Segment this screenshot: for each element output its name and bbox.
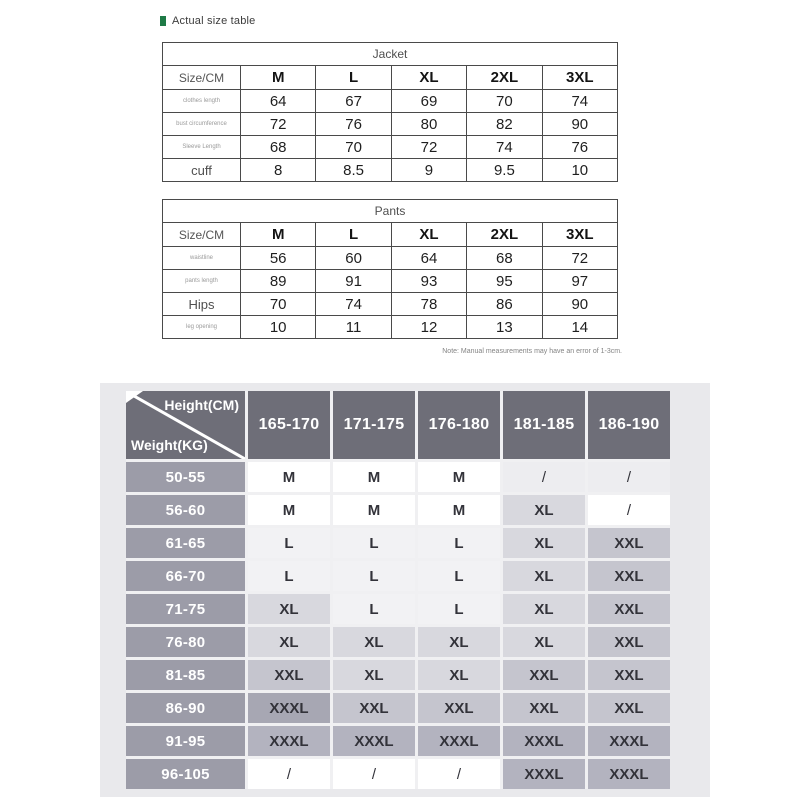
height-column-header: 171-175 bbox=[333, 391, 415, 459]
size-recommendation-cell: L bbox=[248, 528, 330, 558]
size-recommendation-cell: XXXL bbox=[588, 726, 670, 756]
jacket-table-size-header: L bbox=[316, 66, 391, 90]
size-recommendation-cell: XXL bbox=[503, 693, 585, 723]
jacket-table-row bbox=[163, 159, 618, 182]
size-recommendation-cell: L bbox=[333, 561, 415, 591]
jacket-table-value: 76 bbox=[316, 113, 391, 136]
size-recommendation-cell: XL bbox=[503, 627, 585, 657]
jacket-table-value: 74 bbox=[542, 90, 617, 113]
jacket-table-row-label: cuff bbox=[163, 159, 241, 182]
weight-row-header: 61-65 bbox=[126, 528, 245, 558]
size-recommendation-cell: XXL bbox=[588, 693, 670, 723]
weight-row-header: 76-80 bbox=[126, 627, 245, 657]
size-recommendation-cell: L bbox=[248, 561, 330, 591]
pants-table-row bbox=[163, 316, 618, 339]
size-recommendation-cell: XXL bbox=[588, 528, 670, 558]
size-recommendation-cell: / bbox=[418, 759, 500, 789]
pants-table-value: 91 bbox=[316, 270, 391, 293]
pants-table-value: 68 bbox=[467, 247, 542, 270]
size-recommendation-cell: / bbox=[588, 462, 670, 492]
pants-table-size-header: 2XL bbox=[467, 223, 542, 247]
green-bullet-icon bbox=[160, 16, 166, 26]
jacket-table-size-header: 3XL bbox=[542, 66, 617, 90]
size-recommendation-cell: L bbox=[418, 561, 500, 591]
height-column-header: 176-180 bbox=[418, 391, 500, 459]
pants-table-value: 72 bbox=[542, 247, 617, 270]
size-recommendation-cell: M bbox=[333, 495, 415, 525]
size-recommendation-cell: XL bbox=[503, 528, 585, 558]
size-recommendation-cell: XXL bbox=[333, 693, 415, 723]
weight-row-header: 50-55 bbox=[126, 462, 245, 492]
size-recommendation-cell: XXXL bbox=[418, 726, 500, 756]
size-recommendation-cell: XL bbox=[248, 594, 330, 624]
jacket-table-value: 8 bbox=[241, 159, 316, 182]
size-recommendation-matrix bbox=[126, 391, 670, 789]
jacket-table-value: 82 bbox=[467, 113, 542, 136]
jacket-table-value: 70 bbox=[316, 136, 391, 159]
size-recommendation-cell: XL bbox=[418, 660, 500, 690]
size-recommendation-cell: XXXL bbox=[248, 726, 330, 756]
pants-table-row bbox=[163, 270, 618, 293]
section-header bbox=[160, 15, 256, 27]
jacket-table-size-header: M bbox=[241, 66, 316, 90]
pants-table-row-label: pants length bbox=[163, 270, 241, 293]
pants-table-row-label: Hips bbox=[163, 293, 241, 316]
size-recommendation-cell: M bbox=[333, 462, 415, 492]
weight-row-header: 91-95 bbox=[126, 726, 245, 756]
pants-table-value: 74 bbox=[316, 293, 391, 316]
recommendation-panel bbox=[100, 383, 710, 797]
size-recommendation-cell: L bbox=[418, 528, 500, 558]
height-column-header: 165-170 bbox=[248, 391, 330, 459]
jacket-table-size-header: 2XL bbox=[467, 66, 542, 90]
jacket-table-value: 9 bbox=[391, 159, 466, 182]
section-title: Actual size table bbox=[172, 15, 256, 27]
pants-table-value: 13 bbox=[467, 316, 542, 339]
size-recommendation-cell: / bbox=[503, 462, 585, 492]
size-recommendation-cell: L bbox=[418, 594, 500, 624]
pants-table-row bbox=[163, 293, 618, 316]
pants-table-row bbox=[163, 247, 618, 270]
size-recommendation-cell: M bbox=[418, 462, 500, 492]
jacket-table-value: 74 bbox=[467, 136, 542, 159]
corner-weight-label: Weight(KG) bbox=[131, 437, 208, 453]
size-recommendation-cell: XL bbox=[503, 594, 585, 624]
size-recommendation-cell: XXXL bbox=[503, 726, 585, 756]
size-recommendation-cell: / bbox=[248, 759, 330, 789]
size-recommendation-cell: XXXL bbox=[503, 759, 585, 789]
weight-row-header: 96-105 bbox=[126, 759, 245, 789]
size-recommendation-cell: XXXL bbox=[588, 759, 670, 789]
pants-table-value: 78 bbox=[391, 293, 466, 316]
pants-table-title: Pants bbox=[163, 200, 618, 223]
size-recommendation-cell: XXL bbox=[588, 660, 670, 690]
pants-table-value: 95 bbox=[467, 270, 542, 293]
pants-table-value: 86 bbox=[467, 293, 542, 316]
pants-table-size-header: XL bbox=[391, 223, 466, 247]
pants-table-value: 56 bbox=[241, 247, 316, 270]
jacket-table-value: 72 bbox=[391, 136, 466, 159]
jacket-table-corner-label: Size/CM bbox=[163, 66, 241, 90]
weight-row-header: 56-60 bbox=[126, 495, 245, 525]
size-recommendation-cell: / bbox=[588, 495, 670, 525]
pants-table-value: 93 bbox=[391, 270, 466, 293]
jacket-table-value: 76 bbox=[542, 136, 617, 159]
size-recommendation-cell: XL bbox=[333, 660, 415, 690]
weight-row-header: 66-70 bbox=[126, 561, 245, 591]
weight-row-header: 86-90 bbox=[126, 693, 245, 723]
jacket-table-value: 10 bbox=[542, 159, 617, 182]
jacket-table-value: 9.5 bbox=[467, 159, 542, 182]
pants-table-row-label: leg opening bbox=[163, 316, 241, 339]
jacket-table-row bbox=[163, 136, 618, 159]
jacket-table-row bbox=[163, 113, 618, 136]
pants-table-size-header: 3XL bbox=[542, 223, 617, 247]
size-recommendation-cell: XL bbox=[503, 561, 585, 591]
pants-table-value: 89 bbox=[241, 270, 316, 293]
size-recommendation-cell: XXXL bbox=[248, 693, 330, 723]
weight-row-header: 81-85 bbox=[126, 660, 245, 690]
size-recommendation-cell: / bbox=[333, 759, 415, 789]
pants-table-value: 12 bbox=[391, 316, 466, 339]
jacket-table-title: Jacket bbox=[163, 43, 618, 66]
pants-table-corner-label: Size/CM bbox=[163, 223, 241, 247]
pants-size-table bbox=[162, 199, 618, 339]
pants-table-value: 90 bbox=[542, 293, 617, 316]
jacket-table-value: 90 bbox=[542, 113, 617, 136]
size-recommendation-cell: M bbox=[418, 495, 500, 525]
jacket-table-value: 72 bbox=[241, 113, 316, 136]
size-recommendation-cell: XL bbox=[248, 627, 330, 657]
size-recommendation-cell: XXXL bbox=[333, 726, 415, 756]
pants-table-value: 70 bbox=[241, 293, 316, 316]
jacket-table-value: 8.5 bbox=[316, 159, 391, 182]
pants-table-value: 64 bbox=[391, 247, 466, 270]
jacket-table-size-header: XL bbox=[391, 66, 466, 90]
size-recommendation-cell: XL bbox=[418, 627, 500, 657]
pants-table-size-header: L bbox=[316, 223, 391, 247]
size-recommendation-cell: XXL bbox=[418, 693, 500, 723]
height-column-header: 186-190 bbox=[588, 391, 670, 459]
size-recommendation-cell: XXL bbox=[588, 594, 670, 624]
size-recommendation-cell: L bbox=[333, 528, 415, 558]
jacket-table-row-label: bust circumference bbox=[163, 113, 241, 136]
size-recommendation-cell: XL bbox=[503, 495, 585, 525]
jacket-table-row-label: Sleeve Length bbox=[163, 136, 241, 159]
pants-table-value: 11 bbox=[316, 316, 391, 339]
size-recommendation-cell: XXL bbox=[588, 627, 670, 657]
jacket-table-value: 80 bbox=[391, 113, 466, 136]
size-recommendation-cell: M bbox=[248, 462, 330, 492]
jacket-table-row-label: clothes length bbox=[163, 90, 241, 113]
size-recommendation-cell: M bbox=[248, 495, 330, 525]
height-column-header: 181-185 bbox=[503, 391, 585, 459]
corner-height-label: Height(CM) bbox=[164, 397, 239, 413]
size-recommendation-cell: XL bbox=[333, 627, 415, 657]
jacket-table-value: 69 bbox=[391, 90, 466, 113]
size-recommendation-cell: XXL bbox=[248, 660, 330, 690]
pants-table-size-header: M bbox=[241, 223, 316, 247]
jacket-table-row bbox=[163, 90, 618, 113]
jacket-table-value: 68 bbox=[241, 136, 316, 159]
pants-table-row-label: waistline bbox=[163, 247, 241, 270]
size-recommendation-cell: XXL bbox=[588, 561, 670, 591]
jacket-size-table bbox=[162, 42, 618, 182]
measurement-note: Note: Manual measurements may have an error of 1-3cm. bbox=[442, 348, 622, 355]
jacket-table-value: 70 bbox=[467, 90, 542, 113]
matrix-corner-cell bbox=[126, 391, 245, 459]
pants-table-value: 60 bbox=[316, 247, 391, 270]
size-recommendation-cell: L bbox=[333, 594, 415, 624]
jacket-table-value: 67 bbox=[316, 90, 391, 113]
pants-table-value: 10 bbox=[241, 316, 316, 339]
weight-row-header: 71-75 bbox=[126, 594, 245, 624]
size-recommendation-cell: XXL bbox=[503, 660, 585, 690]
pants-table-value: 14 bbox=[542, 316, 617, 339]
pants-table-value: 97 bbox=[542, 270, 617, 293]
jacket-table-value: 64 bbox=[241, 90, 316, 113]
